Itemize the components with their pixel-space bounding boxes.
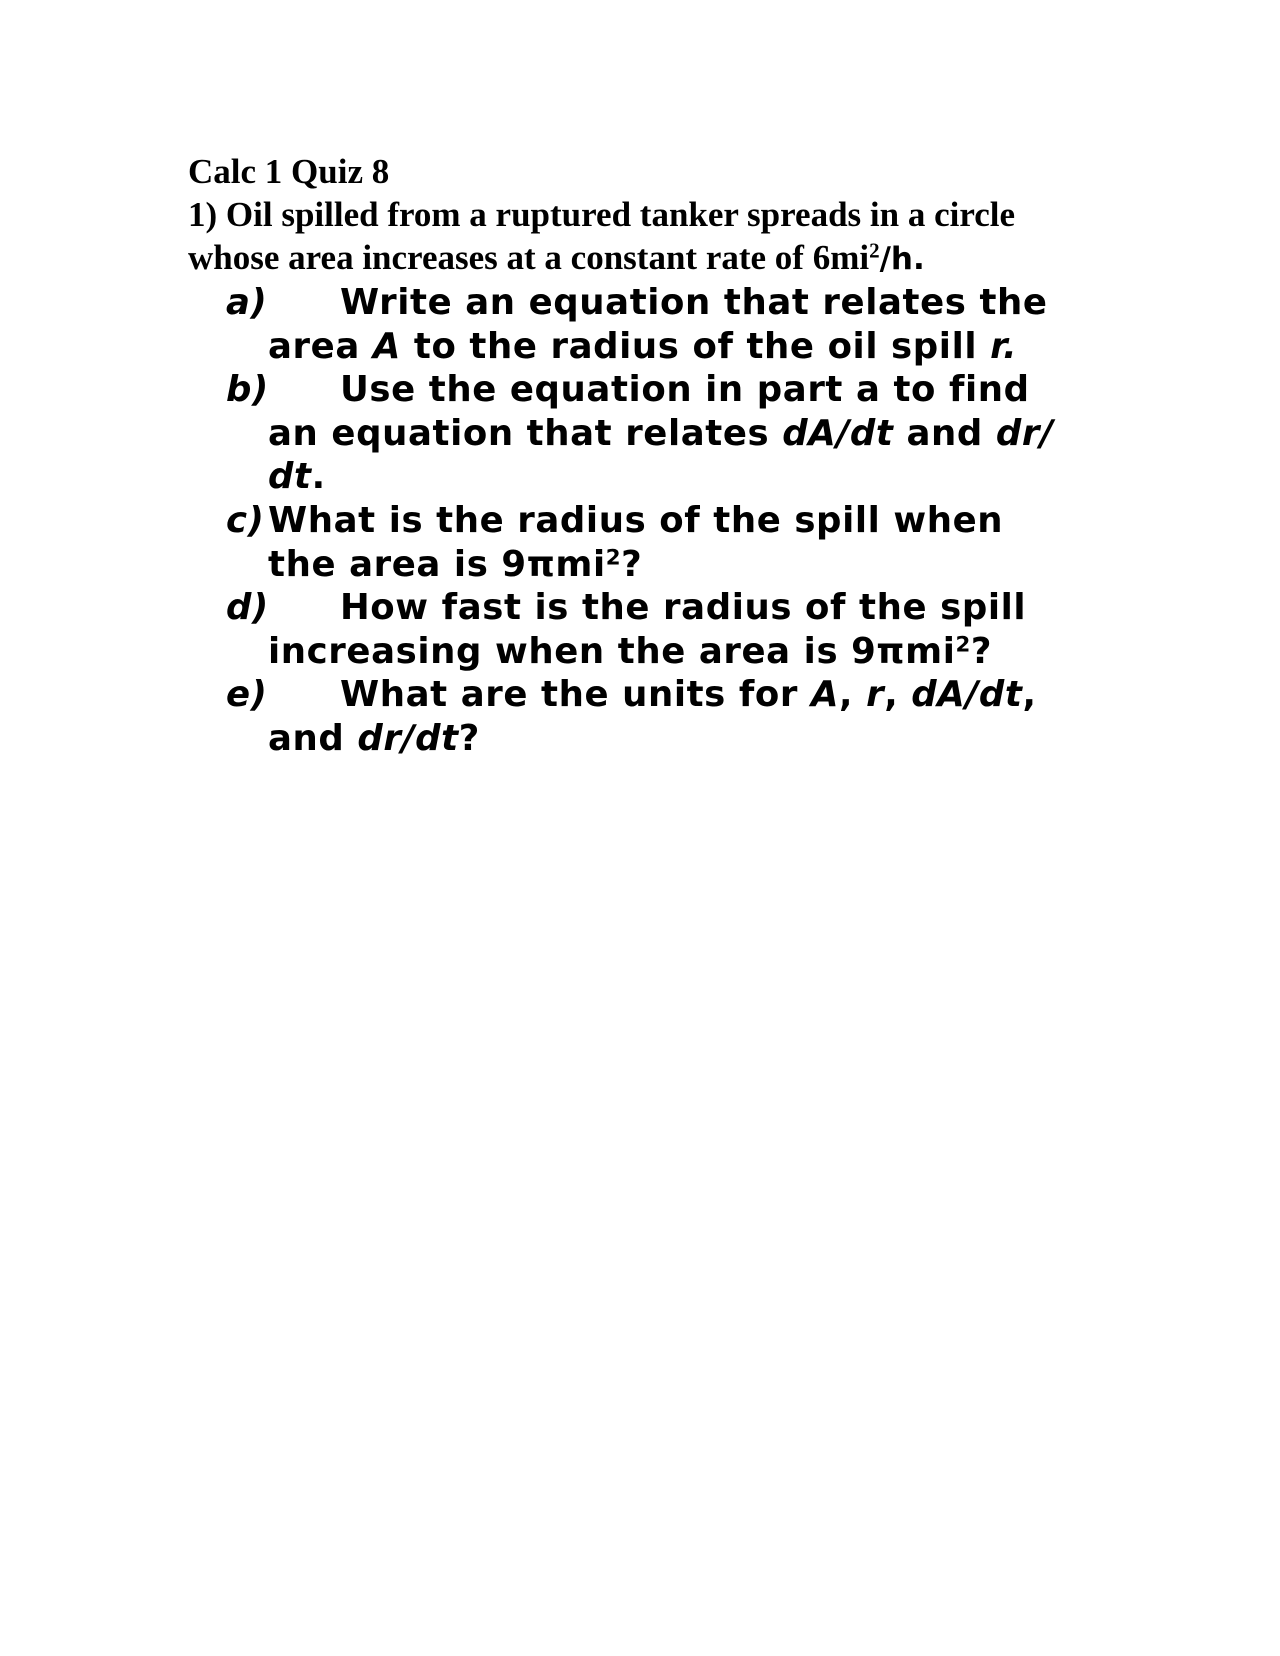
question-e-var-radius: r <box>866 674 885 716</box>
question-c-text-1: What is the radius of the spill when the area is 9πmi <box>268 499 1004 585</box>
question-e <box>226 673 1076 760</box>
question-a-var-area: A <box>372 325 401 367</box>
question-d-text-1: How fast is the radius of the spill increasing when the area is 9πmi <box>268 587 1027 672</box>
question-b-text-1: Use the equation in part a to find an equation that relates <box>268 369 1030 454</box>
question-e-var-drdt: dr/dt <box>357 717 459 759</box>
problem-statement <box>188 193 1088 281</box>
question-d-exponent: 2 <box>955 632 971 658</box>
question-e-sep-3: , and <box>268 674 1037 759</box>
question-e-sep-2: , <box>884 674 912 716</box>
question-e-letter: e) <box>226 674 268 716</box>
question-b-letter: b) <box>226 369 269 411</box>
question-b-text-3: . <box>311 456 326 498</box>
question-e-var-dadt: dA/dt <box>911 674 1023 716</box>
quiz-content <box>188 150 1088 761</box>
problem-intro-text: 1) Oil spilled from a ruptured tanker spreads in a circle whose area increases at a constant rate of 6mi <box>188 195 1016 277</box>
page-title: Calc 1 Quiz 8 <box>188 152 390 191</box>
question-e-sep-1: , <box>839 674 867 716</box>
rate-unit-tail: /h. <box>879 241 925 277</box>
question-a-text-2: to the radius of the oil spill <box>400 325 991 367</box>
question-b-var-dadt: dA/dt <box>782 412 894 454</box>
question-e-var-area: A <box>810 674 840 716</box>
rate-exponent: 2 <box>869 238 880 263</box>
question-b-var-drdt: dr/ dt <box>268 412 1054 498</box>
question-c-exponent: 2 <box>605 544 622 570</box>
question-a-text-1: Write an equation that relates the area <box>268 282 1048 367</box>
question-list <box>226 281 1076 761</box>
question-d-text-2: ? <box>970 630 993 672</box>
question-d-letter: d) <box>226 587 269 629</box>
question-b <box>226 368 1076 499</box>
question-a-var-radius: r. <box>990 325 1018 367</box>
question-c-text-2: ? <box>621 543 643 585</box>
question-c-letter: c) <box>226 499 265 541</box>
question-e-sep-4: ? <box>458 717 480 759</box>
question-a <box>226 281 1076 368</box>
question-e-text-1: What are the units for <box>340 674 811 716</box>
question-d <box>226 586 1076 673</box>
question-b-text-2: and <box>893 412 996 454</box>
question-a-letter: a) <box>226 282 268 323</box>
question-c <box>226 499 1076 586</box>
